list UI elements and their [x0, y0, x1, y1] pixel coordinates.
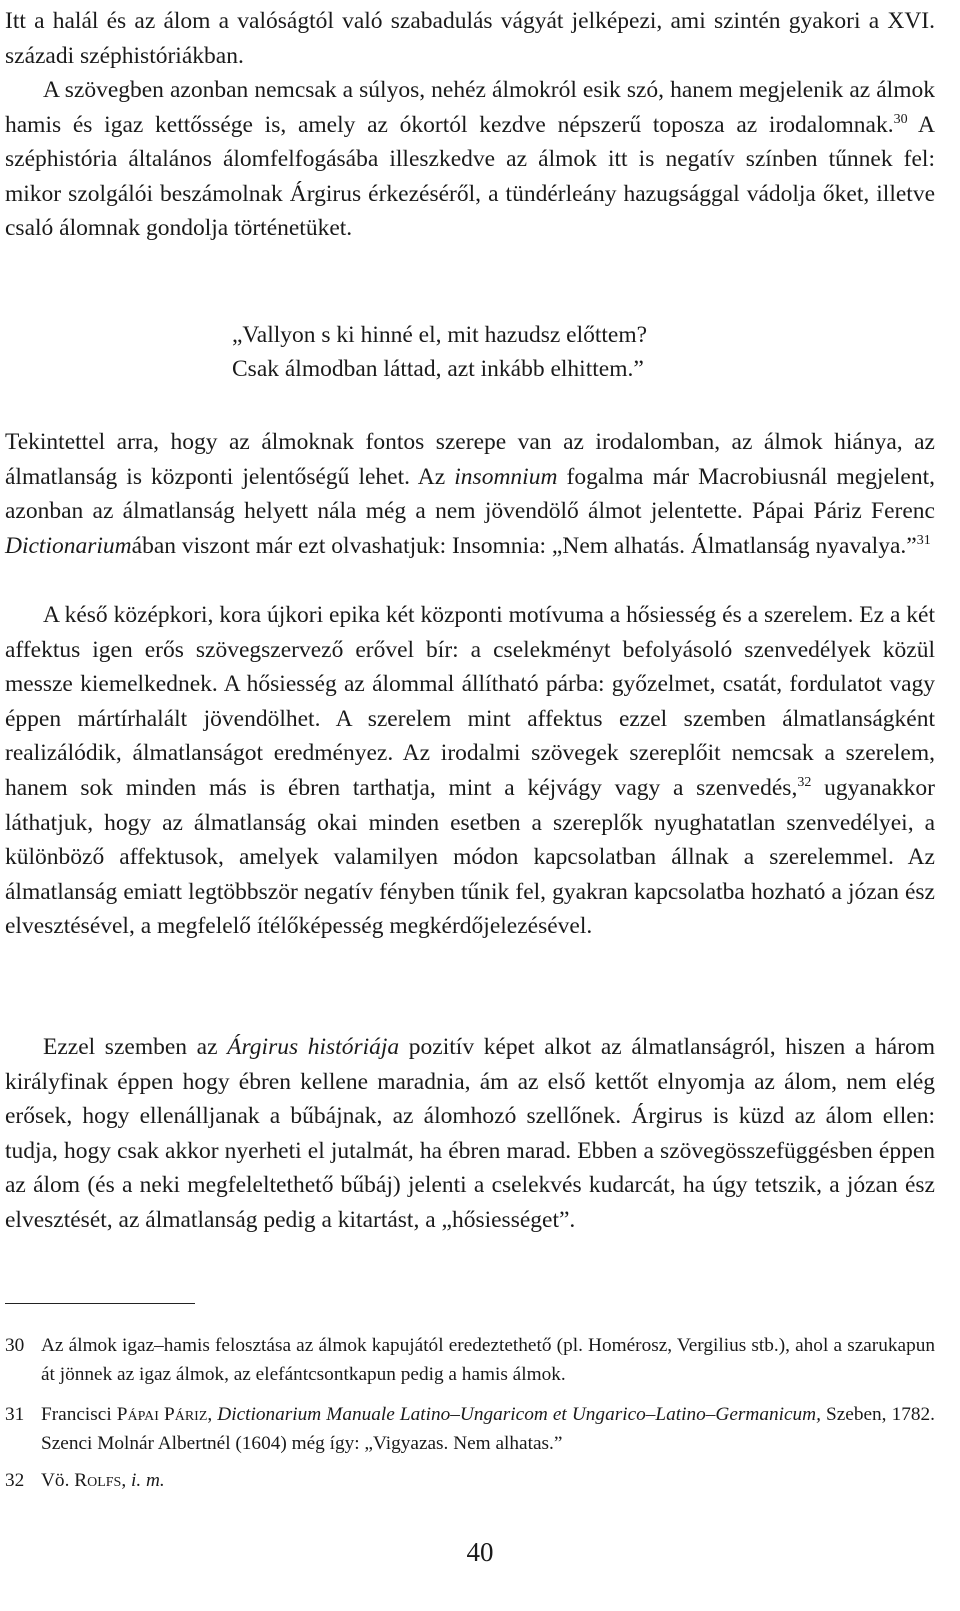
paragraph-heroism-love [5, 598, 935, 944]
footnote-number: 32 [5, 1470, 25, 1491]
italic-title-dictionarium: Dictionarium [5, 532, 132, 559]
footnote-segment: , [121, 1470, 131, 1491]
paragraph-text: A szövegben azonban nemcsak a súlyos, nehéz álmokról esik szó, hanem megjelenik az álmok hamis és igaz kettőssége is, amely az ókortól kezdve népszerű toposza az irodalomnak. [5, 77, 935, 138]
paragraph-dream-duality [5, 73, 935, 246]
footnote-segment: Francisci [41, 1404, 117, 1425]
footnote-number: 30 [5, 1335, 25, 1356]
footnote-text: Az álmok igaz–hamis felosztása az álmok kapujától eredeztethető (pl. Homérosz, Vergilius stb.), ahol a szarukapun át jönnek az igaz álmok, az elefántcsontkapun pedig a hamis álmok. [41, 1335, 935, 1385]
author-name: Rolfs [74, 1470, 122, 1491]
paragraph-text: A széphistória általános álomfelfogásába illeszkedve az álmok itt is negatív színben tűnnek fel: mikor szolgálói beszámolnak Árgirus érkezéséről, a tündérleány hazugsággal vádolja őket, illetve csaló álomnak gondolja történetüket. [5, 111, 935, 242]
verse-line-2: Csak álmodban láttad, azt inkább elhittem.” [232, 356, 644, 382]
paragraph-text: Itt a halál és az álom a valóságtól való szabadulás vágyát jelképezi, ami szintén gyakori a XVI. századi széphistóriákban. [5, 8, 935, 69]
paragraph-text: Ezzel szemben az [43, 1034, 228, 1060]
footnote-segment: Vö. [41, 1470, 75, 1491]
paragraph-text: A késő középkori, kora újkori epika két központi motívuma a hősiesség és a szerelem. Ez a két affektus igen erős szövegszervező erővel bír: a cselekményt befolyásoló szenvedélyek közül messze kiemelkednek. A hősiesség az álommal állítható párba: győzelmet, csatát, fordulatot vagy éppen mártírhalált jövendölhet. A szerelem mint affektus ezzel szemben álmatlanságként realizálódik, álmatlanságot eredményez. Az irodalmi szövegek szereplőit nemcsak a szerelem, hanem sok minden más is ébren tarthatja, mint a kéjvágy vagy a szenvedés, [5, 602, 935, 801]
footnote-number: 31 [5, 1404, 25, 1425]
footnote-31 [5, 1400, 935, 1458]
footnote-ref-31[interactable]: 31 [916, 532, 931, 548]
paragraph-text: Tekintettel arra, hogy az álmoknak fontos szerepe van az irodalomban, az álmok hiánya, az álmatlanság is központi jelentőségű lehet. Az [5, 429, 935, 490]
footnote-text [41, 1400, 935, 1458]
italic-title-argirus: Árgirus históriája [227, 1034, 400, 1060]
paragraph-intro [5, 4, 935, 73]
italic-work-title: Dictionarium Manuale Latino–Ungaricom et Ungarico–Latino–Germanicum, [217, 1404, 821, 1425]
footnote-segment: , [207, 1404, 218, 1425]
paragraph-argirus [5, 1030, 935, 1238]
verse-quote [232, 318, 932, 386]
italic-abbreviation: i. m. [130, 1470, 165, 1491]
paragraph-text: pozitív képet alkot az álmatlanságról, hiszen a három királyfinak éppen hogy ébren kellene maradnia, ám az első kettőt elnyomja az álom, nem elég erősek, hogy ellenálljanak a bűbájnak, az álomhozó szellőnek. Árgirus is küzd az álom ellen: tudja, hogy csak akkor nyerheti el jutalmát, ha ébren marad. Ebben a szövegösszefüggésben éppen az álom (és a neki megfeleltethető bűbáj) jelenti a cselekvés kudarcát, ha úgy tetszik, a józan ész elvesztését, az álmatlanság pedig a kitartást, a „hősiességet”. [5, 1034, 935, 1233]
paragraph-text: fogalma már Macrobiusnál megjelent, azonban az álmatlanság helyett nála még a nem jövendölő álmot jelentette. Pápai Páriz Ferenc [5, 463, 935, 525]
page-number: 40 [466, 1537, 494, 1567]
footnote-ref-30[interactable]: 30 [893, 111, 908, 127]
verse-line-1: „Vallyon s ki hinné el, mit hazudsz előttem? [232, 322, 648, 348]
footnote-segment: Szeben, 1782. Szenci Molnár Albertnél (1604) még így: „Vigyazas. Nem alhatas.” [41, 1404, 935, 1454]
paragraph-insomnia [5, 425, 935, 563]
footnote-text [41, 1466, 935, 1495]
footnote-ref-32[interactable]: 32 [797, 774, 812, 790]
paragraph-text: ugyanakkor láthatjuk, hogy az álmatlanság okai minden esetben a szereplők nyughatatlan szenvedélyei, a különböző affektusok, amelyek valamilyen módon kapcsolatban állnak a szerelemmel. Az álmatlanság emiatt legtöbbször negatív fényben tűnik fel, gyakran kapcsolatba hozható a józan ész elvesztésével, a megfelelő ítélőképesség megkérdőjelezésével. [5, 774, 935, 940]
italic-term-insomnium: insomnium [454, 463, 558, 490]
author-name: Pápai Páriz [116, 1404, 208, 1425]
paragraph-text: ában viszont már ezt olvashatjuk: Insomnia: „Nem alhatás. Álmatlanság nyavalya.” [131, 532, 917, 559]
footnote-32 [5, 1466, 935, 1495]
footnote-30 [5, 1331, 935, 1389]
footnote-separator [5, 1303, 195, 1304]
